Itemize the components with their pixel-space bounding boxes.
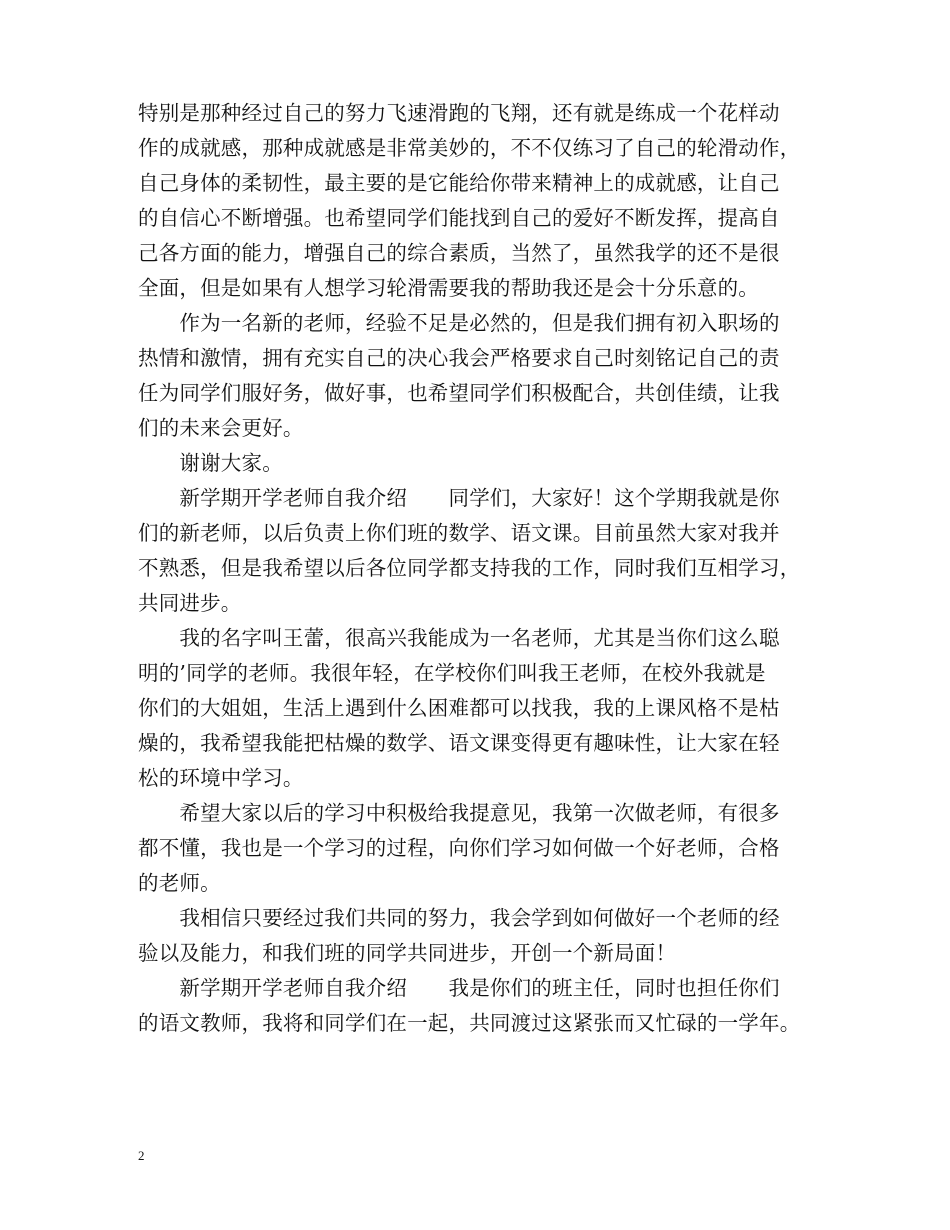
text-line: 作为一名新的老师，经验不足是必然的，但是我们拥有初入职场的: [138, 311, 780, 335]
text-line: 我相信只要经过我们共同的努力，我会学到如何做好一个老师的经: [138, 906, 780, 930]
text-line: 的自信心不断增强。也希望同学们能找到自己的爱好不断发挥，提高自: [138, 206, 780, 230]
text-line: 的老师。: [138, 871, 221, 895]
document-body: [138, 96, 828, 1041]
text-line: 你们的大姐姐，生活上遇到什么困难都可以找我，我的上课风格不是枯: [138, 696, 780, 720]
text-line: 不熟悉，但是我希望以后各位同学都支持我的工作，同时我们互相学习，: [138, 556, 801, 580]
text-line: 全面，但是如果有人想学习轮滑需要我的帮助我还是会十分乐意的。: [138, 276, 759, 300]
text-line: 希望大家以后的学习中积极给我提意见，我第一次做老师，有很多: [138, 801, 780, 825]
text-line: 自己身体的柔韧性，最主要的是它能给你带来精神上的成就感，让自己: [138, 171, 780, 195]
text-line: 我的名字叫王蕾，很高兴我能成为一名老师，尤其是当你们这么聪: [138, 626, 780, 650]
text-line: 新学期开学老师自我介绍 同学们，大家好！这个学期我就是你: [138, 486, 780, 510]
text-line: 共同进步。: [138, 591, 242, 615]
text-line: 明的’同学的老师。我很年轻，在学校你们叫我王老师，在校外我就是: [138, 661, 766, 685]
text-line: 们的未来会更好。: [138, 416, 304, 440]
page-number: 2: [138, 1148, 145, 1163]
text-line: 燥的，我希望我能把枯燥的数学、语文课变得更有趣味性，让大家在轻: [138, 731, 780, 755]
text-line: 验以及能力，和我们班的同学共同进步，开创一个新局面！: [138, 941, 677, 965]
text-line: 己各方面的能力，增强自己的综合素质，当然了，虽然我学的还不是很: [138, 241, 780, 265]
text-line: 作的成就感，那种成就感是非常美妙的，不不仅练习了自己的轮滑动作，: [138, 136, 801, 160]
text-line: 的语文教师，我将和同学们在一起，共同渡过这紧张而又忙碌的一学年。: [138, 1011, 801, 1035]
text-line: 都不懂，我也是一个学习的过程，向你们学习如何做一个好老师，合格: [138, 836, 780, 860]
text-line: 特别是那种经过自己的努力飞速滑跑的飞翔，还有就是练成一个花样动: [138, 101, 780, 125]
text-line: 谢谢大家。: [138, 451, 283, 475]
text-line: 新学期开学老师自我介绍 我是你们的班主任，同时也担任你们: [138, 976, 780, 1000]
text-line: 松的环境中学习。: [138, 766, 304, 790]
text-line: 热情和激情，拥有充实自己的决心我会严格要求自己时刻铭记自己的责: [138, 346, 780, 370]
text-line: 任为同学们服好务，做好事，也希望同学们积极配合，共创佳绩，让我: [138, 381, 780, 405]
text-line: 们的新老师，以后负责上你们班的数学、语文课。目前虽然大家对我并: [138, 521, 780, 545]
